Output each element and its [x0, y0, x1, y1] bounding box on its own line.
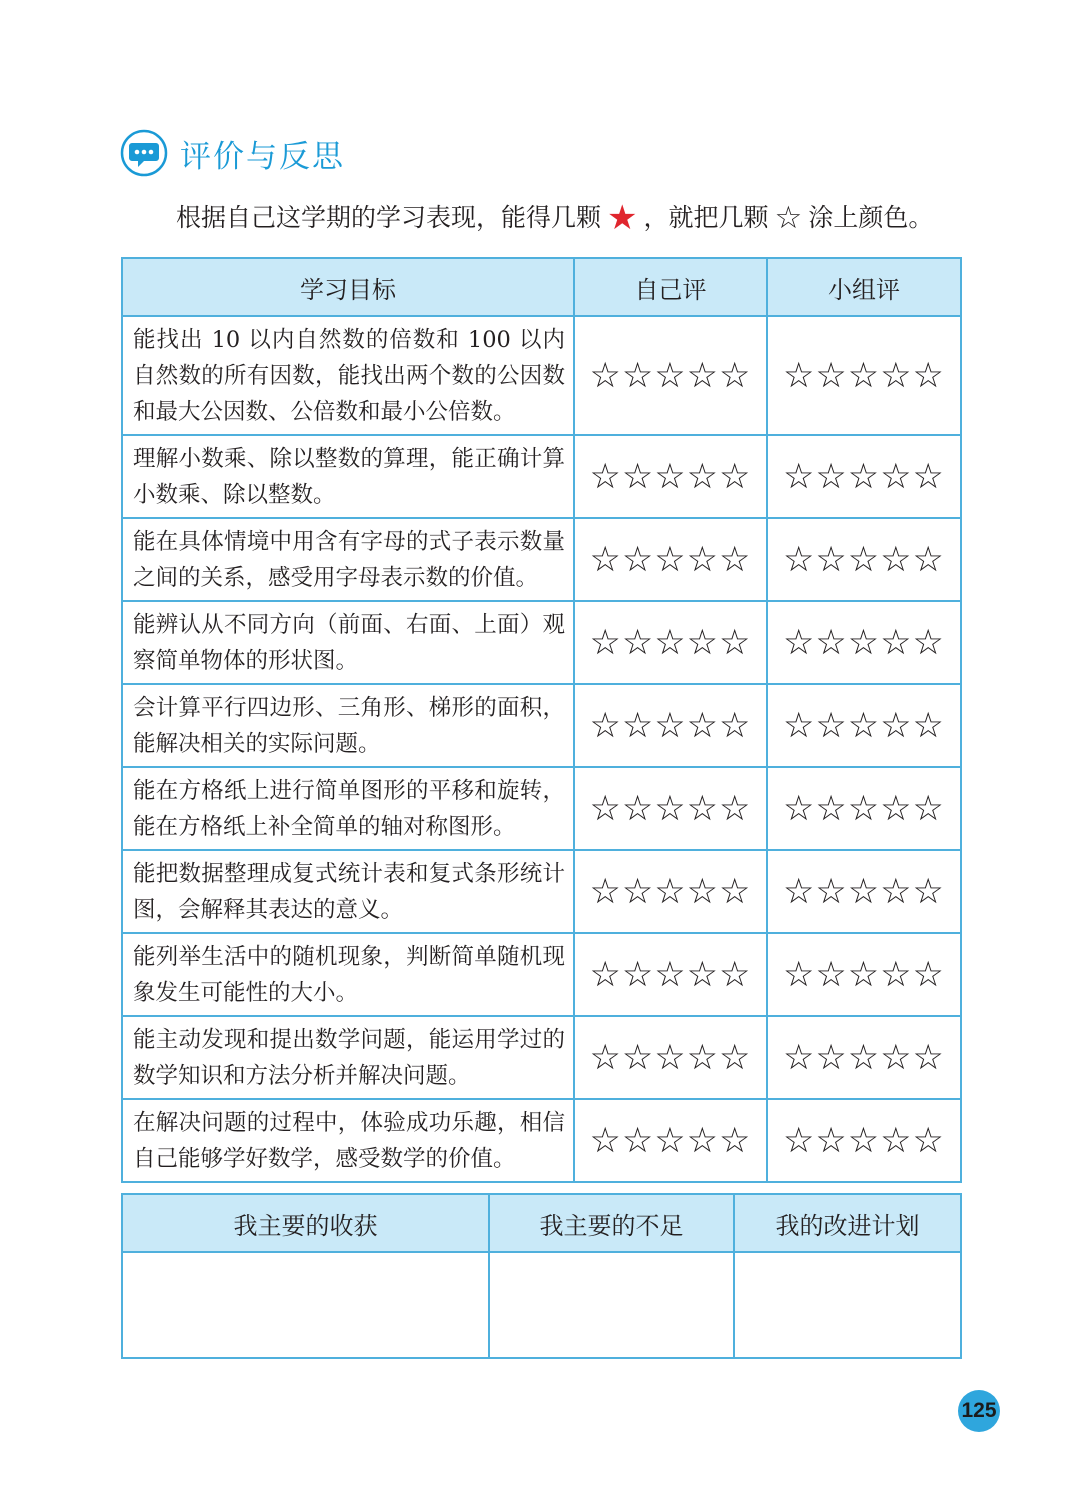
table-row [122, 601, 961, 684]
self-rating-stars[interactable]: ☆☆☆☆☆ [574, 518, 767, 601]
page-title: 评价与反思 [180, 138, 345, 175]
reflection-input-row [122, 1252, 961, 1358]
goal-text: 能列举生活中的随机现象，判断简单随机现象发生可能性的大小。 [122, 933, 574, 1016]
goal-text: 能在具体情境中用含有字母的式子表示数量之间的关系，感受用字母表示数的价值。 [122, 518, 574, 601]
goals-table [121, 257, 962, 1183]
page-number-badge: 125 [958, 1390, 1000, 1432]
group-rating-stars[interactable]: ☆☆☆☆☆ [767, 684, 961, 767]
self-rating-stars[interactable]: ☆☆☆☆☆ [574, 767, 767, 850]
solid-star-icon: ★ [607, 198, 638, 238]
header-goal: 学习目标 [122, 258, 574, 316]
section-heading [120, 128, 345, 178]
goal-text: 能找出 10 以内自然数的倍数和 100 以内自然数的所有因数，能找出两个数的公因数和最大公因数、公倍数和最小公倍数。 [122, 316, 574, 435]
self-rating-stars[interactable]: ☆☆☆☆☆ [574, 1016, 767, 1099]
table-row [122, 518, 961, 601]
header-group: 小组评 [767, 258, 961, 316]
table-row [122, 435, 961, 518]
table-row [122, 684, 961, 767]
goal-text: 能在方格纸上进行简单图形的平移和旋转，能在方格纸上补全简单的轴对称图形。 [122, 767, 574, 850]
self-rating-stars[interactable]: ☆☆☆☆☆ [574, 933, 767, 1016]
table-row [122, 1099, 961, 1182]
table-row [122, 850, 961, 933]
group-rating-stars[interactable]: ☆☆☆☆☆ [767, 435, 961, 518]
group-rating-stars[interactable]: ☆☆☆☆☆ [767, 601, 961, 684]
header-gains: 我主要的收获 [122, 1194, 489, 1252]
self-rating-stars[interactable]: ☆☆☆☆☆ [574, 435, 767, 518]
goals-header-row [122, 258, 961, 316]
goal-text: 理解小数乘、除以整数的算理，能正确计算小数乘、除以整数。 [122, 435, 574, 518]
reflection-table [121, 1193, 962, 1359]
chat-bubble-icon [120, 129, 168, 177]
goal-text: 能主动发现和提出数学问题，能运用学过的数学知识和方法分析并解决问题。 [122, 1016, 574, 1099]
group-rating-stars[interactable]: ☆☆☆☆☆ [767, 518, 961, 601]
header-shortcomings: 我主要的不足 [489, 1194, 734, 1252]
hollow-star-icon: ☆ [774, 200, 803, 236]
table-row [122, 933, 961, 1016]
gains-field[interactable] [122, 1252, 489, 1358]
improvement-plan-field[interactable] [734, 1252, 961, 1358]
goal-text: 在解决问题的过程中，体验成功乐趣，相信自己能够学好数学，感受数学的价值。 [122, 1099, 574, 1182]
table-row [122, 316, 961, 435]
group-rating-stars[interactable]: ☆☆☆☆☆ [767, 767, 961, 850]
instruction-part2: ，就把几颗 [643, 203, 769, 232]
shortcomings-field[interactable] [489, 1252, 734, 1358]
instruction-part1: 根据自己这学期的学习表现，能得几颗 [176, 203, 602, 232]
goal-text: 能辨认从不同方向（前面、右面、上面）观察简单物体的形状图。 [122, 601, 574, 684]
table-row [122, 1016, 961, 1099]
group-rating-stars[interactable]: ☆☆☆☆☆ [767, 933, 961, 1016]
header-self: 自己评 [574, 258, 767, 316]
instruction-part3: 涂上颜色。 [808, 203, 934, 232]
self-rating-stars[interactable]: ☆☆☆☆☆ [574, 316, 767, 435]
self-rating-stars[interactable]: ☆☆☆☆☆ [574, 850, 767, 933]
group-rating-stars[interactable]: ☆☆☆☆☆ [767, 850, 961, 933]
group-rating-stars[interactable]: ☆☆☆☆☆ [767, 1016, 961, 1099]
self-rating-stars[interactable]: ☆☆☆☆☆ [574, 1099, 767, 1182]
self-rating-stars[interactable]: ☆☆☆☆☆ [574, 684, 767, 767]
self-rating-stars[interactable]: ☆☆☆☆☆ [574, 601, 767, 684]
table-row [122, 767, 961, 850]
instruction-text [176, 198, 933, 238]
goal-text: 能把数据整理成复式统计表和复式条形统计图，会解释其表达的意义。 [122, 850, 574, 933]
header-improvement-plan: 我的改进计划 [734, 1194, 961, 1252]
reflection-header-row [122, 1194, 961, 1252]
group-rating-stars[interactable]: ☆☆☆☆☆ [767, 1099, 961, 1182]
group-rating-stars[interactable]: ☆☆☆☆☆ [767, 316, 961, 435]
goal-text: 会计算平行四边形、三角形、梯形的面积，能解决相关的实际问题。 [122, 684, 574, 767]
